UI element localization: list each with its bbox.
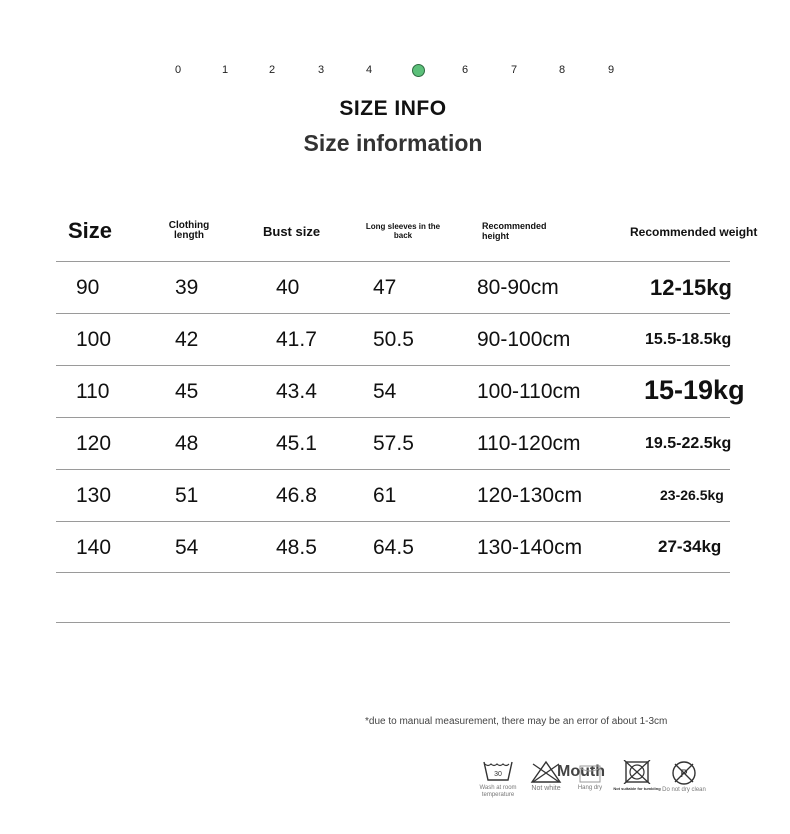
cell-size: 100: [76, 328, 112, 351]
cell-size: 110: [76, 380, 110, 403]
cell-clothing-length: 39: [175, 276, 199, 299]
cropped-row-fragment: [76, 604, 112, 608]
step-9[interactable]: 9: [607, 64, 615, 76]
cell-bust-size: 43.4: [276, 380, 317, 403]
table-row: [0, 418, 790, 470]
step-3[interactable]: 3: [317, 64, 325, 76]
header-recommended-height: Recommended height: [482, 221, 547, 241]
cell-recommended-height: 120-130cm: [477, 484, 583, 507]
cell-clothing-length: 42: [175, 328, 199, 351]
cell-size: 140: [76, 536, 112, 559]
header-bust-size: Bust size: [263, 224, 321, 239]
no-tumble-dry-icon: [621, 760, 653, 784]
no-bleach-label: Not white: [531, 785, 561, 792]
cell-recommended-weight: 12-15kg: [650, 275, 732, 300]
no-dry-clean-label: Do not dry clean: [662, 787, 706, 793]
step-indicator: [0, 62, 790, 78]
cell-recommended-height: 90-100cm: [477, 328, 571, 351]
cell-recommended-weight: 15-19kg: [644, 375, 745, 405]
cell-clothing-length: 54: [175, 536, 199, 559]
step-active-dot[interactable]: [412, 64, 425, 77]
table-divider: [56, 622, 730, 623]
cell-size: 130: [76, 484, 112, 507]
step-6[interactable]: 6: [461, 64, 469, 76]
measurement-note: *due to manual measurement, there may be an error of about 1-3cm: [365, 716, 668, 727]
header-clothing-length: Clothing length: [168, 220, 210, 241]
header-size: Size: [68, 218, 113, 243]
cell-clothing-length: 51: [175, 484, 199, 507]
cell-size: 90: [76, 276, 100, 299]
cell-bust-size: 45.1: [276, 432, 317, 455]
no-tumble-label: Not suitable for tumbling: [613, 786, 661, 791]
no-dry-clean-icon: [668, 760, 700, 786]
dry-clean-letter: P: [680, 768, 688, 780]
cell-recommended-weight: 15.5-18.5kg: [645, 331, 732, 348]
table-row: [0, 262, 790, 314]
table-row: [0, 366, 790, 418]
hang-dry-label: Hang dry: [577, 785, 603, 791]
wash-temperature: 30: [494, 771, 502, 778]
header-recommended-weight: Recommended weight: [630, 225, 758, 239]
hang-dry-icon: [574, 760, 606, 784]
cell-recommended-weight: 27-34kg: [658, 537, 722, 556]
cell-recommended-height: 130-140cm: [477, 536, 583, 559]
cell-bust-size: 48.5: [276, 536, 317, 559]
wash-label: Wash at room temperature: [479, 785, 517, 798]
cell-recommended-weight: 19.5-22.5kg: [645, 435, 732, 452]
cell-bust-size: 40: [276, 276, 300, 299]
care-no-dry-clean: [654, 760, 714, 794]
cell-clothing-length: 48: [175, 432, 199, 455]
cell-sleeve-length: 64.5: [373, 536, 414, 559]
step-4[interactable]: 4: [365, 64, 373, 76]
page-title: SIZE INFO: [339, 97, 447, 120]
cell-recommended-weight: 23-26.5kg: [660, 487, 724, 503]
cell-sleeve-length: 54: [373, 380, 397, 403]
table-row: [0, 314, 790, 366]
cell-bust-size: 41.7: [276, 328, 317, 351]
step-0[interactable]: 0: [174, 64, 182, 76]
cell-sleeve-length: 61: [373, 484, 397, 507]
step-1[interactable]: 1: [221, 64, 229, 76]
page-subtitle: Size information: [303, 130, 483, 156]
header-sleeve-length: Long sleeves in the back: [365, 222, 441, 240]
cell-recommended-height: 80-90cm: [477, 276, 559, 299]
step-7[interactable]: 7: [510, 64, 518, 76]
cell-recommended-height: 110-120cm: [477, 432, 581, 455]
cell-bust-size: 46.8: [276, 484, 317, 507]
cell-sleeve-length: 47: [373, 276, 397, 299]
wash-tub-icon: [482, 760, 514, 784]
step-2[interactable]: 2: [268, 64, 276, 76]
cell-sleeve-length: 57.5: [373, 432, 414, 455]
cell-clothing-length: 45: [175, 380, 199, 403]
table-row: [0, 522, 790, 574]
step-8[interactable]: 8: [558, 64, 566, 76]
table-row: [0, 470, 790, 522]
cell-sleeve-length: 50.5: [373, 328, 414, 351]
cell-size: 120: [76, 432, 112, 455]
brand-watermark: Mouth: [557, 763, 605, 780]
cell-recommended-height: 100-110cm: [477, 380, 581, 403]
